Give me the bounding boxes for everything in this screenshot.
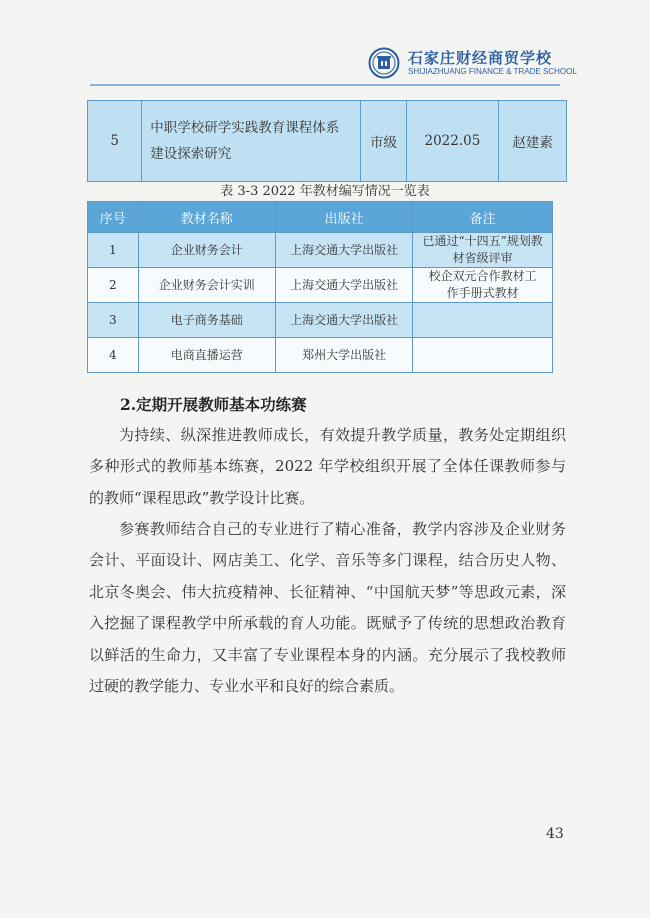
paragraph: 为持续、纵深推进教师成长，有效提升教学质量，教务处定期组织多种形式的教师基本练赛，2022 年学校组织开展了全体任课教师参与的教师“课程思政”教学设计比赛。	[89, 426, 566, 507]
col-header-no: 序号	[88, 202, 139, 233]
table-row	[88, 303, 553, 338]
table-row	[88, 338, 553, 373]
cell-note	[413, 338, 553, 373]
cell-no: 2	[88, 268, 139, 303]
textbook-table	[87, 201, 553, 373]
col-header-note: 备注	[413, 202, 553, 233]
cell-level: 市级	[361, 101, 406, 182]
table-header-row	[88, 202, 553, 233]
cell-no: 4	[88, 338, 139, 373]
school-name-en: SHIJIAZHUANG FINANCE & TRADE SCHOOL	[408, 67, 577, 76]
col-header-name: 教材名称	[138, 202, 275, 233]
cell-publisher: 上海交通大学出版社	[275, 303, 412, 338]
school-emblem-icon	[368, 47, 400, 79]
cell-project-title: 中职学校研学实践教育课程体系建设探索研究	[142, 101, 361, 182]
school-name-cn: 石家庄财经商贸学校	[408, 49, 553, 67]
cell-name: 电商直播运营	[138, 338, 275, 373]
research-project-table	[87, 100, 567, 182]
header-divider	[90, 84, 560, 86]
cell-name: 企业财务会计	[138, 233, 275, 268]
cell-date: 2022.05	[406, 101, 499, 182]
cell-no: 1	[88, 233, 139, 268]
cell-name: 企业财务会计实训	[138, 268, 275, 303]
cell-person: 赵建素	[499, 101, 567, 182]
col-header-publisher: 出版社	[275, 202, 412, 233]
cell-publisher: 上海交通大学出版社	[275, 268, 412, 303]
cell-no: 5	[88, 101, 142, 182]
cell-note	[413, 303, 553, 338]
cell-name: 电子商务基础	[138, 303, 275, 338]
page-number: 43	[546, 826, 564, 842]
cell-note: 已通过“十四五”规划教材省级评审	[413, 233, 553, 268]
table-row	[88, 101, 567, 182]
section-heading: 2.定期开展教师基本功练赛	[120, 395, 307, 414]
cell-no: 3	[88, 303, 139, 338]
cell-publisher: 郑州大学出版社	[275, 338, 412, 373]
table-row	[88, 268, 553, 303]
paragraph: 参赛教师结合自己的专业进行了精心准备，教学内容涉及企业财务会计、平面设计、网店美工、化学、音乐等多门课程，结合历史人物、北京冬奥会、伟大抗疫精神、长征精神、“中国航天梦”等思政元素，深入挖掘了课程教学中所承载的育人功能。既赋予了传统的思想政治教育以鲜活的生命力，又丰富了专业课程本身的内涵。充分展示了我校教师过硬的教学能力、专业水平和良好的综合素质。	[89, 520, 566, 696]
cell-publisher: 上海交通大学出版社	[275, 233, 412, 268]
table-caption: 表 3-3 2022 年教材编写情况一览表	[220, 184, 430, 199]
table-row	[88, 233, 553, 268]
cell-note: 校企双元合作教材工作手册式教材	[413, 268, 553, 303]
